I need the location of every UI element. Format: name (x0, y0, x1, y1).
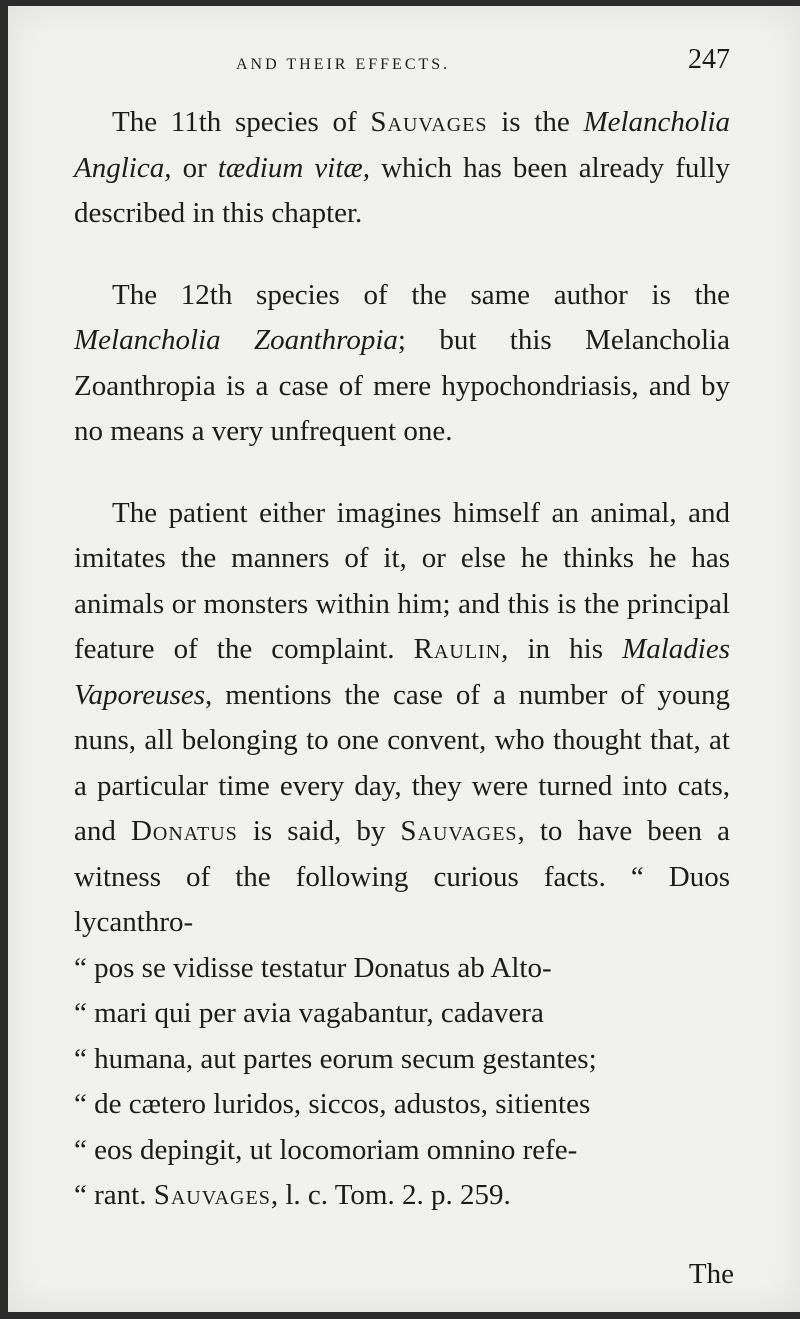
p1-text-a: The 11th species of (112, 106, 371, 138)
quote-line (74, 1173, 730, 1219)
p1-text-c: is the (487, 106, 584, 138)
p3-text-i: , to have been a witness of the following curious facts. “ Duos lycanthro- (74, 815, 731, 938)
author-name: Sauvages (370, 106, 488, 138)
paragraph-1 (74, 100, 730, 237)
p1-text-e: or (171, 151, 218, 184)
p3-text-g: is said, by (237, 815, 401, 847)
paragraph-gap (74, 237, 730, 273)
paragraph-3 (74, 491, 730, 1219)
quote-line: “ eos depingit, ut locomoriam omnino refe- (74, 1133, 578, 1166)
author-name: Raulin (413, 633, 502, 665)
catchword: The (688, 1258, 734, 1290)
latin-term: tædium vitæ, (217, 151, 370, 184)
p3-text-e: , mentions the case of a number of young nuns, all belonging to one convent, who thought that, at a particular time every day, they were turned into cats, and (74, 678, 730, 847)
quote-line: “ mari qui per avia vagabantur, cadavera (74, 997, 544, 1029)
citation: , l. c. Tom. 2. p. 259. (270, 1179, 511, 1211)
body-text (74, 100, 730, 1219)
page-header (8, 44, 800, 82)
quote-line: “ pos se vidisse testatur Donatus ab Alto- (74, 951, 552, 984)
book-title: Maladies Vaporeuses (74, 633, 730, 711)
latin-term: Melancholia Anglica, (74, 106, 731, 184)
page-number: 247 (688, 44, 730, 75)
p3-text-a: The patient either imagines himself an animal, and imitates the manners of it, or else he thinks he has animals or monsters within him; and this is the principal feature of the complaint. (74, 496, 730, 665)
p3-text-c: , in his (501, 633, 623, 665)
running-head: AND THEIR EFFECTS. (236, 56, 451, 73)
book-page (8, 6, 800, 1312)
quote-line: “ humana, aut partes eorum secum gestantes; (74, 1042, 597, 1075)
author-name: Sauvages (400, 815, 518, 847)
p2-text-c: ; but this Melancholia Zoanthropia is a case of mere hypochondriasis, and by no means a very unfrequent one. (74, 324, 730, 447)
quote-line: “ de cætero luridos, siccos, adustos, sitientes (74, 1088, 591, 1120)
quote-line-text: “ rant. (74, 1179, 154, 1211)
p2-text-a: The 12th species of the same author is the (112, 278, 730, 311)
author-name: Sauvages (153, 1179, 271, 1211)
author-name: Donatus (130, 815, 238, 847)
paragraph-2 (74, 273, 730, 455)
paragraph-gap (74, 455, 730, 491)
latin-term: Melancholia Zoanthropia (74, 324, 398, 356)
p1-text-g: which has been already fully described in this chapter. (74, 151, 730, 229)
